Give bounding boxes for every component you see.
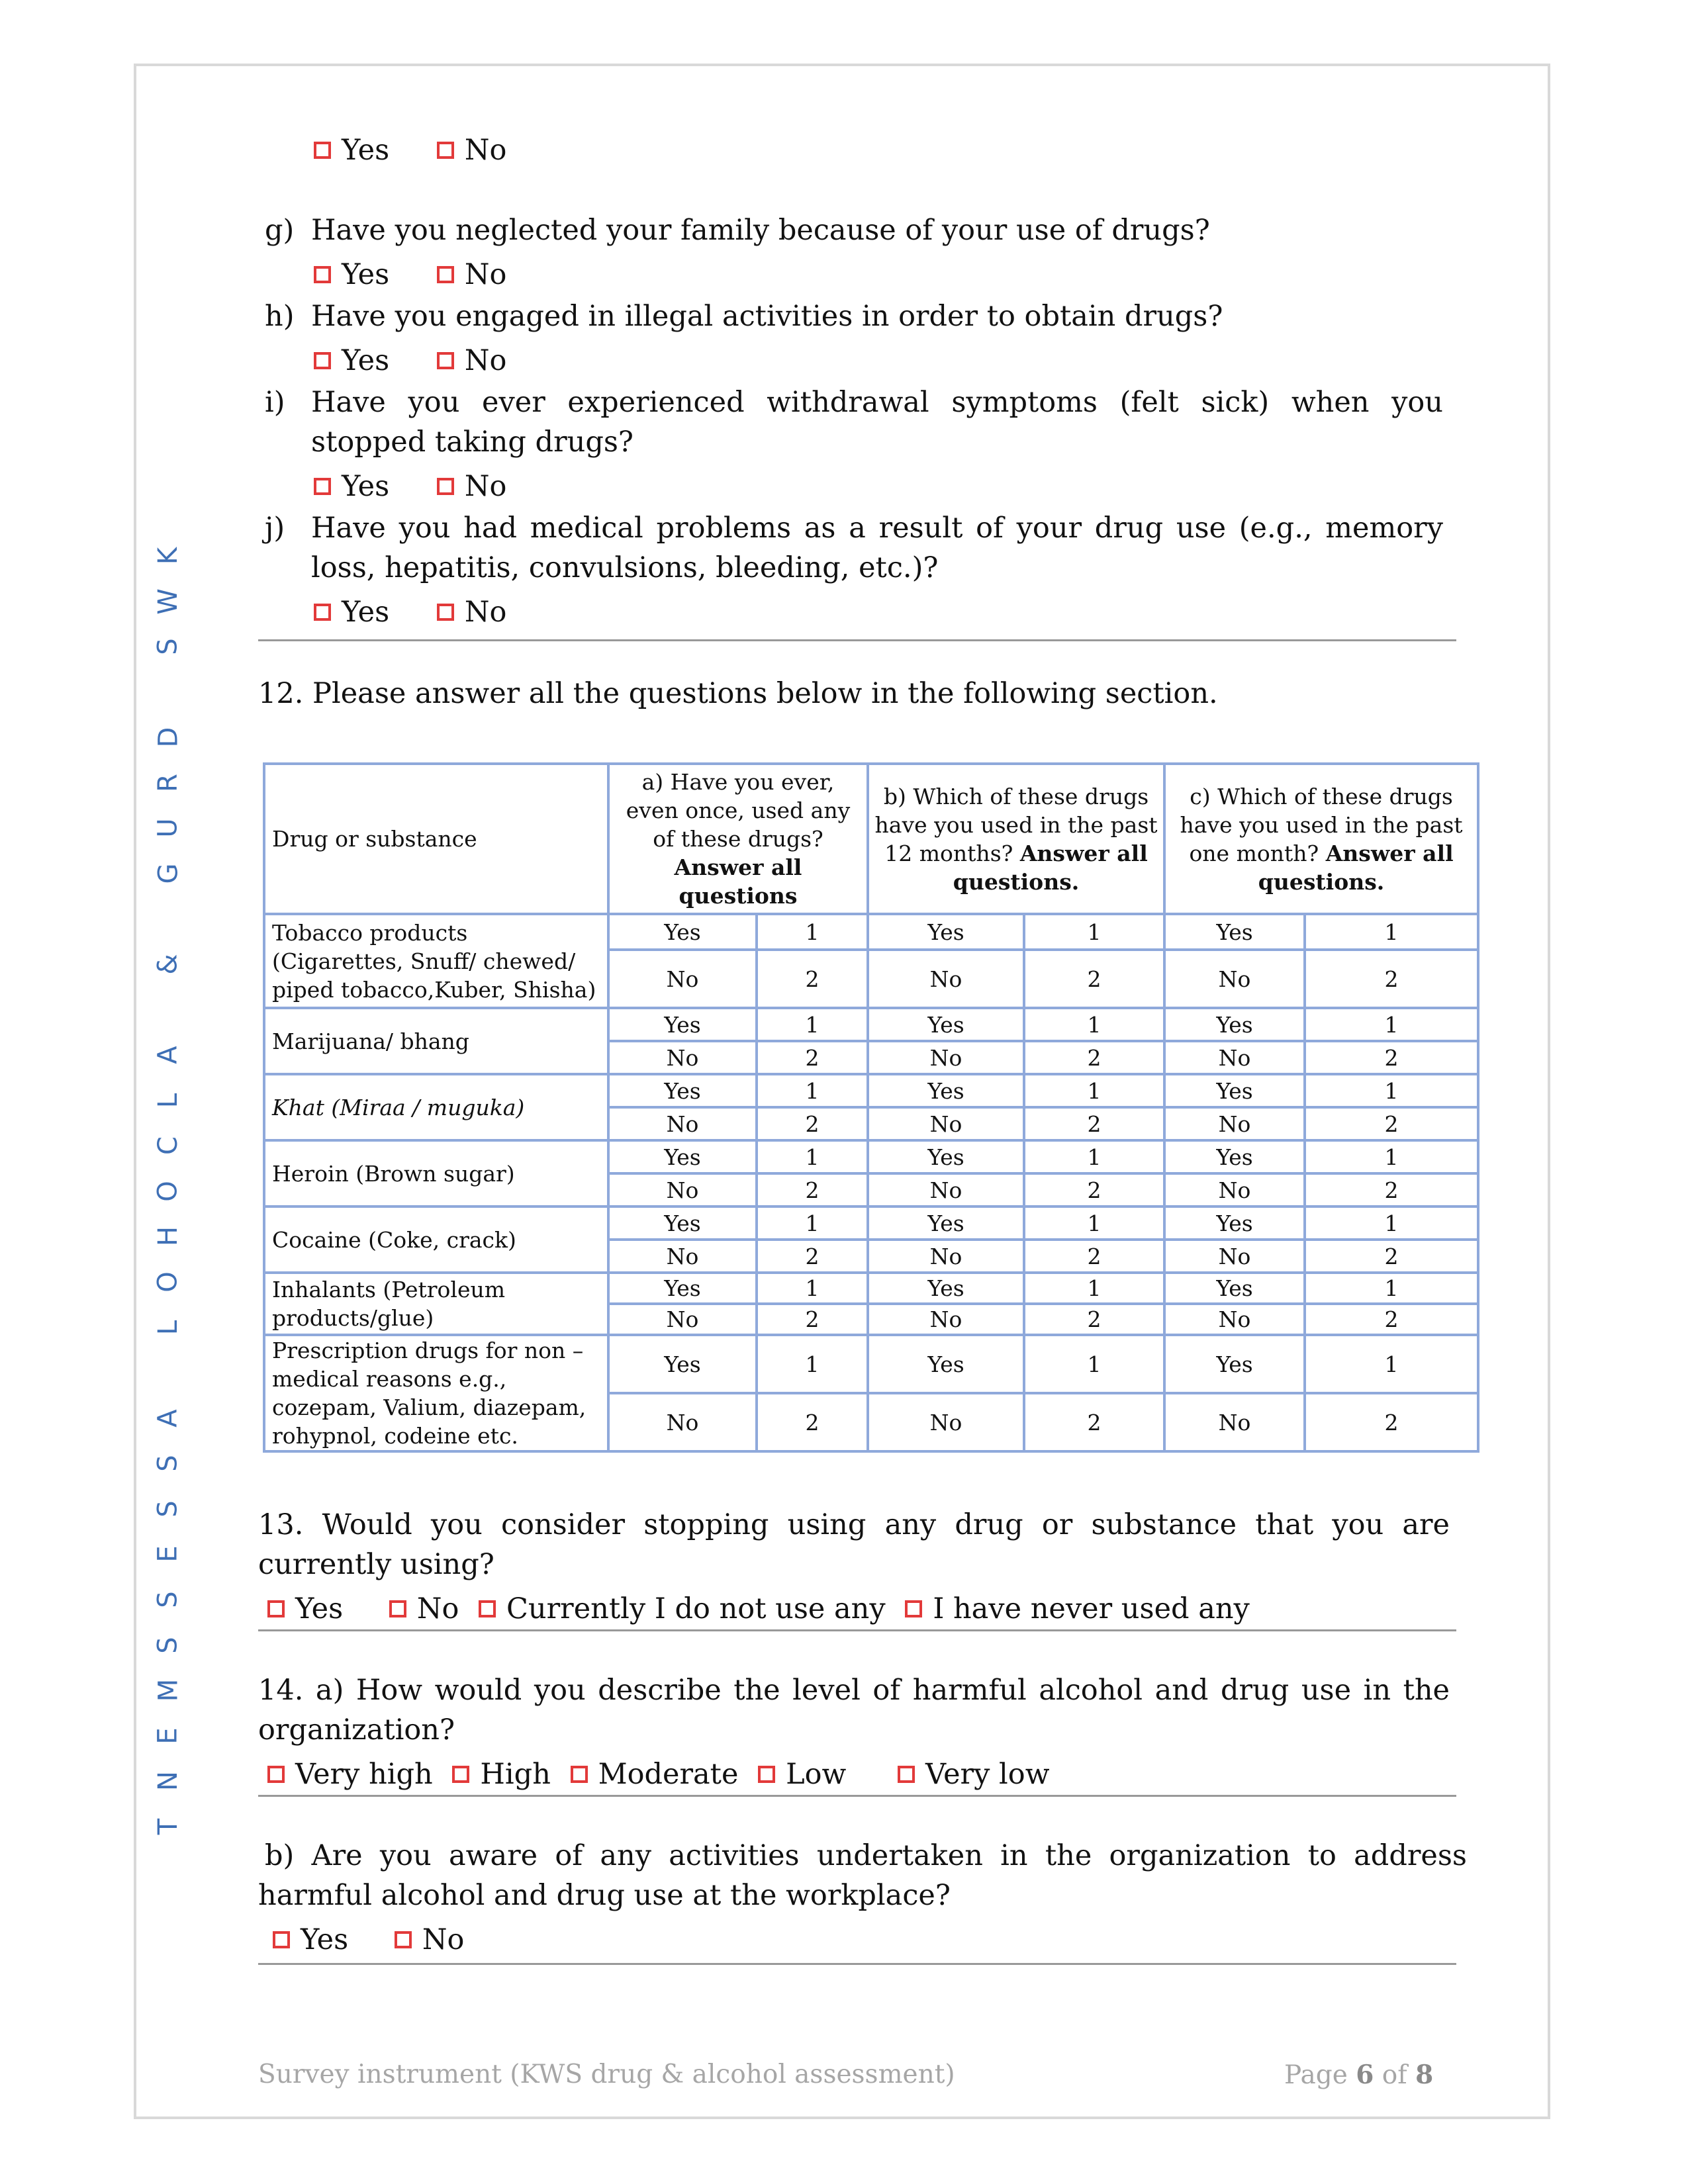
drug-name: Khat (Miraa / muguka)	[272, 1094, 525, 1120]
yes-option[interactable]: Yes	[314, 130, 389, 170]
answer-no-a: No	[608, 1041, 757, 1074]
side-label-char: C	[153, 1136, 183, 1156]
side-label-char: T	[153, 1818, 183, 1835]
drug-name: Marijuana/ bhang	[272, 1028, 469, 1054]
question-i-options	[314, 466, 506, 506]
side-label-char: S	[152, 638, 183, 655]
side-label-char: O	[152, 1181, 183, 1202]
checkbox-icon[interactable]	[758, 1766, 775, 1783]
question-14a-text: 14. a) How would you describe the level of harmful alcohol and drug use in the organization?	[258, 1674, 1450, 1747]
question-g-letter: g)	[265, 214, 295, 247]
question-j-options	[314, 592, 506, 632]
no-option[interactable]: No	[437, 341, 507, 381]
option-yes[interactable]: Yes	[273, 1920, 348, 1960]
table-header-row	[264, 764, 1478, 914]
checkbox-icon[interactable]	[314, 266, 331, 283]
drug-name-cell	[264, 1335, 608, 1451]
side-label-char: E	[153, 1545, 183, 1563]
answer-yes-c: Yes	[1164, 1008, 1305, 1041]
drug-name: Cocaine (Coke, crack)	[272, 1226, 516, 1253]
table-row	[264, 1335, 1478, 1393]
side-label-char: O	[152, 1271, 183, 1293]
side-label-char: W	[153, 588, 183, 615]
answer-yes-b: Yes	[868, 1335, 1024, 1393]
checkbox-icon[interactable]	[395, 1931, 412, 1948]
code-yes-b[interactable]: 1	[1024, 1008, 1164, 1041]
answer-yes-b: Yes	[868, 1273, 1024, 1304]
answer-no-b: No	[868, 1393, 1024, 1451]
no-option[interactable]: No	[437, 255, 507, 295]
option-moderate[interactable]: Moderate	[571, 1754, 739, 1794]
checkbox-icon[interactable]	[389, 1600, 406, 1617]
checkbox-icon[interactable]	[314, 142, 331, 159]
answer-no-c: No	[1164, 1240, 1305, 1273]
code-no-b[interactable]: 2	[1024, 1107, 1164, 1140]
question-12-text: 12. Please answer all the questions below in the following section.	[258, 677, 1218, 710]
answer-no-b: No	[868, 1240, 1024, 1273]
code-yes-c[interactable]: 1	[1305, 1273, 1478, 1304]
side-label-char: D	[153, 727, 183, 748]
answer-no-b: No	[868, 1173, 1024, 1206]
option-high[interactable]: High	[452, 1754, 550, 1794]
answer-no-c: No	[1164, 1173, 1305, 1206]
footer-title: Survey instrument (KWS drug & alcohol assessment)	[258, 2060, 955, 2089]
option-very-high[interactable]: Very high	[267, 1754, 433, 1794]
drug-name-cell	[264, 914, 608, 1008]
header-col-b: b) Which of these drugs have you used in the past 12 months? Answer all questions.	[868, 764, 1164, 914]
yes-option[interactable]: Yes	[314, 255, 389, 295]
answer-yes-c: Yes	[1164, 1335, 1305, 1393]
option-currently-not-using[interactable]: Currently I do not use any	[479, 1589, 886, 1629]
drug-name: Tobacco products (Cigarettes, Snuff/ chewed/ piped tobacco,Kuber, Shisha)	[272, 919, 596, 1003]
drug-name-cell	[264, 1273, 608, 1335]
header-col-c: c) Which of these drugs have you used in the past one month? Answer all questions.	[1164, 764, 1478, 914]
answer-yes-c: Yes	[1164, 1140, 1305, 1173]
answer-no-a: No	[608, 1393, 757, 1451]
answer-no-c: No	[1164, 950, 1305, 1008]
side-label-char: L	[152, 1320, 183, 1335]
section-divider	[258, 1629, 1456, 1631]
drug-name-cell	[264, 1206, 608, 1273]
answer-no-a: No	[608, 1304, 757, 1335]
code-no-c[interactable]: 2	[1305, 1393, 1478, 1451]
option-no[interactable]: No	[389, 1589, 459, 1629]
answer-yes-a: Yes	[608, 1074, 757, 1107]
code-yes-c[interactable]: 1	[1305, 914, 1478, 950]
question-f-options	[314, 130, 506, 170]
drug-name: Prescription drugs for non – medical reasons e.g., cozepam, Valium, diazepam, rohypnol, codeine etc.	[272, 1338, 586, 1449]
option-yes[interactable]: Yes	[267, 1589, 343, 1629]
section-divider	[258, 1795, 1456, 1797]
side-label-char	[155, 688, 181, 696]
code-no-c[interactable]: 2	[1305, 1107, 1478, 1140]
answer-yes-a: Yes	[608, 1273, 757, 1304]
side-vertical-label	[148, 543, 188, 1840]
code-yes-c[interactable]: 1	[1305, 1206, 1478, 1240]
code-no-a[interactable]: 2	[757, 1240, 868, 1273]
checkbox-icon[interactable]	[267, 1766, 285, 1783]
table-row	[264, 1008, 1478, 1041]
answer-no-a: No	[608, 1240, 757, 1273]
drug-name-cell	[264, 1074, 608, 1140]
no-option[interactable]: No	[437, 130, 507, 170]
checkbox-icon[interactable]	[437, 266, 454, 283]
yes-option[interactable]: Yes	[314, 341, 389, 381]
checkbox-icon[interactable]	[437, 142, 454, 159]
drug-name: Inhalants (Petroleum products/glue)	[272, 1277, 506, 1331]
answer-yes-b: Yes	[868, 1140, 1024, 1173]
question-i-text: Have you ever experienced withdrawal symptoms (felt sick) when you stopped taking drugs?	[311, 386, 1443, 459]
code-yes-c[interactable]: 1	[1305, 1008, 1478, 1041]
question-j-letter: j)	[265, 512, 285, 545]
code-no-b[interactable]: 2	[1024, 1304, 1164, 1335]
answer-no-b: No	[868, 1041, 1024, 1074]
answer-no-b: No	[868, 1304, 1024, 1335]
table-row	[264, 1273, 1478, 1304]
yes-option[interactable]: Yes	[314, 592, 389, 632]
option-no[interactable]: No	[395, 1920, 465, 1960]
question-13-options	[267, 1588, 1250, 1629]
table-row	[264, 1140, 1478, 1173]
section-divider	[258, 639, 1456, 641]
code-no-a[interactable]: 2	[757, 1393, 868, 1451]
checkbox-icon[interactable]	[898, 1766, 915, 1783]
code-no-b[interactable]: 2	[1024, 1240, 1164, 1273]
answer-no-a: No	[608, 1107, 757, 1140]
code-no-a[interactable]: 2	[757, 950, 868, 1008]
checkbox-icon[interactable]	[273, 1931, 290, 1948]
side-label-char	[155, 915, 181, 923]
table-row	[264, 1206, 1478, 1240]
answer-yes-c: Yes	[1164, 1273, 1305, 1304]
code-yes-b[interactable]: 1	[1024, 1335, 1164, 1393]
code-yes-b[interactable]: 1	[1024, 1140, 1164, 1173]
answer-yes-b: Yes	[868, 1074, 1024, 1107]
question-h-text: Have you engaged in illegal activities in order to obtain drugs?	[311, 300, 1223, 333]
code-no-b[interactable]: 2	[1024, 1041, 1164, 1074]
answer-no-b: No	[868, 950, 1024, 1008]
question-14b-text: b) Are you aware of any activities undertaken in the organization to address harmful alcohol and drug use at the workplace?	[258, 1839, 1467, 1912]
code-yes-a[interactable]: 1	[757, 1008, 868, 1041]
question-14b-options	[273, 1919, 464, 1960]
no-option[interactable]: No	[437, 592, 507, 632]
code-no-b[interactable]: 2	[1024, 950, 1164, 1008]
checkbox-icon[interactable]	[437, 478, 454, 495]
answer-no-a: No	[608, 1173, 757, 1206]
drug-name-cell	[264, 1008, 608, 1074]
question-14a-options	[267, 1754, 1050, 1794]
side-label-char: E	[153, 1727, 183, 1745]
side-label-char: S	[152, 1636, 183, 1654]
checkbox-icon[interactable]	[314, 478, 331, 495]
code-yes-c[interactable]: 1	[1305, 1335, 1478, 1393]
code-yes-a[interactable]: 1	[757, 1273, 868, 1304]
answer-no-c: No	[1164, 1107, 1305, 1140]
footer-page-number: Page 6 of 8	[1284, 2060, 1434, 2090]
checkbox-icon[interactable]	[905, 1600, 922, 1617]
side-label-char	[155, 1005, 181, 1014]
code-yes-a[interactable]: 1	[757, 914, 868, 950]
checkbox-icon[interactable]	[437, 604, 454, 621]
answer-no-c: No	[1164, 1393, 1305, 1451]
side-label-char: A	[153, 1046, 183, 1064]
question-j-text: Have you had medical problems as a result of your drug use (e.g., memory loss, hepatitis, convulsions, bleeding, etc.)?	[311, 512, 1443, 584]
answer-yes-a: Yes	[608, 1140, 757, 1173]
code-no-c[interactable]: 2	[1305, 1304, 1478, 1335]
code-yes-c[interactable]: 1	[1305, 1140, 1478, 1173]
code-yes-b[interactable]: 1	[1024, 1074, 1164, 1107]
side-label-char: S	[152, 1500, 183, 1518]
code-yes-b[interactable]: 1	[1024, 1206, 1164, 1240]
header-col-a: a) Have you ever, even once, used any of these drugs? Answer all questions	[608, 764, 868, 914]
side-label-char: R	[152, 773, 183, 792]
checkbox-icon[interactable]	[571, 1766, 588, 1783]
question-g-options	[314, 254, 506, 295]
code-no-a[interactable]: 2	[757, 1173, 868, 1206]
answer-no-a: No	[608, 950, 757, 1008]
side-label-char: S	[152, 1591, 183, 1608]
code-no-c[interactable]: 2	[1305, 1240, 1478, 1273]
header-drug: Drug or substance	[264, 764, 608, 914]
answer-no-c: No	[1164, 1304, 1305, 1335]
checkbox-icon[interactable]	[314, 352, 331, 369]
side-label-char: S	[152, 1455, 183, 1472]
side-label-char: M	[152, 1678, 183, 1702]
side-label-char: &	[152, 954, 183, 975]
table-row	[264, 1074, 1478, 1107]
question-h-letter: h)	[265, 300, 295, 333]
code-no-a[interactable]: 2	[757, 1107, 868, 1140]
answer-no-b: No	[868, 1107, 1024, 1140]
side-label-char: L	[152, 1093, 183, 1108]
code-yes-c[interactable]: 1	[1305, 1074, 1478, 1107]
answer-no-c: No	[1164, 1041, 1305, 1074]
answer-yes-b: Yes	[868, 1206, 1024, 1240]
question-g-text: Have you neglected your family because of your use of drugs?	[311, 214, 1210, 247]
drug-use-table	[263, 762, 1479, 1453]
code-no-b[interactable]: 2	[1024, 1393, 1164, 1451]
table-row	[264, 914, 1478, 950]
code-no-c[interactable]: 2	[1305, 1041, 1478, 1074]
checkbox-icon[interactable]	[314, 604, 331, 621]
question-h-options	[314, 340, 506, 381]
answer-yes-b: Yes	[868, 914, 1024, 950]
option-never-used[interactable]: I have never used any	[905, 1589, 1250, 1629]
question-i-letter: i)	[265, 386, 285, 419]
no-option[interactable]: No	[437, 467, 507, 506]
code-yes-b[interactable]: 1	[1024, 914, 1164, 950]
code-yes-a[interactable]: 1	[757, 1140, 868, 1173]
checkbox-icon[interactable]	[479, 1600, 496, 1617]
answer-yes-c: Yes	[1164, 1206, 1305, 1240]
yes-option[interactable]: Yes	[314, 467, 389, 506]
side-label-char: U	[153, 818, 183, 839]
side-label-char: N	[152, 1771, 183, 1792]
option-low[interactable]: Low	[758, 1754, 846, 1794]
checkbox-icon[interactable]	[452, 1766, 469, 1783]
side-label-char	[155, 1369, 181, 1377]
code-yes-b[interactable]: 1	[1024, 1273, 1164, 1304]
checkbox-icon[interactable]	[267, 1600, 285, 1617]
code-no-a[interactable]: 2	[757, 1304, 868, 1335]
answer-yes-b: Yes	[868, 1008, 1024, 1041]
side-label-char: K	[152, 547, 183, 565]
code-yes-a[interactable]: 1	[757, 1074, 868, 1107]
code-yes-a[interactable]: 1	[757, 1335, 868, 1393]
answer-yes-c: Yes	[1164, 1074, 1305, 1107]
section-divider	[258, 1963, 1456, 1965]
code-no-c[interactable]: 2	[1305, 1173, 1478, 1206]
side-label-char: H	[152, 1226, 183, 1247]
drug-name-cell	[264, 1140, 608, 1206]
side-label-char: A	[153, 1409, 183, 1428]
code-no-b[interactable]: 2	[1024, 1173, 1164, 1206]
answer-yes-a: Yes	[608, 914, 757, 950]
answer-yes-a: Yes	[608, 1335, 757, 1393]
side-label-char: G	[153, 863, 183, 884]
answer-yes-a: Yes	[608, 1008, 757, 1041]
question-13-text: 13. Would you consider stopping using any drug or substance that you are currently using?	[258, 1508, 1450, 1581]
checkbox-icon[interactable]	[437, 352, 454, 369]
answer-yes-a: Yes	[608, 1206, 757, 1240]
answer-yes-c: Yes	[1164, 914, 1305, 950]
code-no-a[interactable]: 2	[757, 1041, 868, 1074]
code-no-c[interactable]: 2	[1305, 950, 1478, 1008]
drug-name: Heroin (Brown sugar)	[272, 1160, 515, 1187]
code-yes-a[interactable]: 1	[757, 1206, 868, 1240]
option-very-low[interactable]: Very low	[898, 1754, 1050, 1794]
